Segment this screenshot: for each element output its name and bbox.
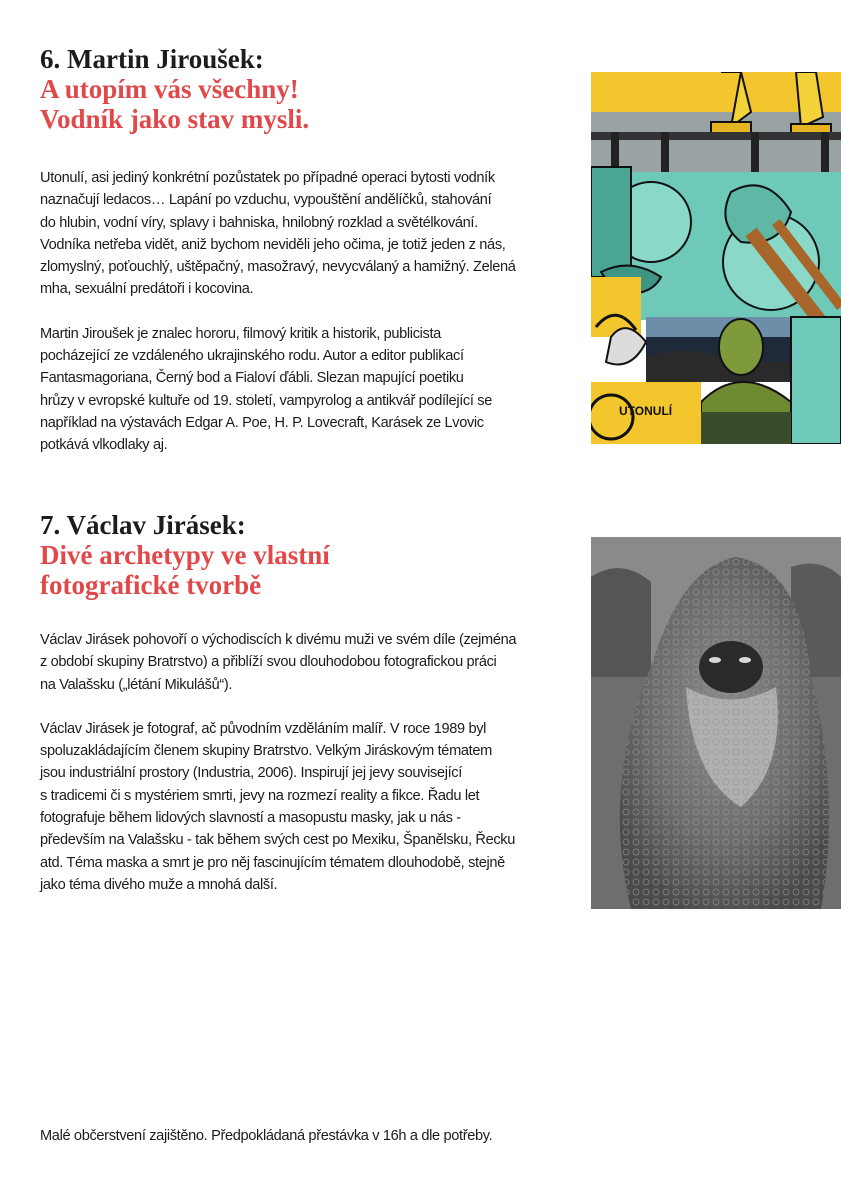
wild-man-photo [591, 537, 841, 909]
text-line: potkává vlkodlaky aj. [40, 437, 168, 454]
section-martin-jirousek [40, 44, 560, 457]
text-line: z období skupiny Bratrstvo) a přiblíží svou dlouhodobou fotografickou práci [40, 654, 497, 671]
speaker-heading: 6. Martin Jiroušek: [40, 44, 264, 74]
text-line: Martin Jiroušek je znalec hororu, filmový kritik a historik, publicista [40, 325, 441, 342]
speaker-bio [40, 323, 560, 457]
text-line: spoluzakládajícím členem skupiny Bratrstvo. Velkým Jiráskovým tématem [40, 743, 492, 760]
text-line: s tradicemi či s mystériem smrti, jevy na rozmezí reality a fikce. Řadu let [40, 787, 480, 804]
text-line: fotografuje během lidových slavností a masopustu masky, jak u nás - [40, 810, 461, 827]
text-line: především na Valašsku - tak během svých cest po Mexiku, Španělsku, Řecku [40, 832, 515, 849]
talk-title-line: Divé archetypy ve vlastní [40, 540, 330, 570]
talk-title [40, 540, 560, 600]
text-line: Václav Jirásek pohovoří o východiscích k divému muži ve svém díle (zejména [40, 632, 517, 648]
comic-illustration [591, 72, 841, 444]
talk-description [40, 629, 560, 696]
talk-title-line: A utopím vás všechny! [40, 74, 299, 104]
text-line: atd. Téma maska a smrt je pro něj fascinujícím tématem dlouhodobě, stejně [40, 854, 505, 871]
talk-title-line: Vodník jako stav mysli. [40, 104, 310, 134]
speaker-bio [40, 718, 560, 896]
text-line: jako téma divého muže a mnohá další. [40, 876, 278, 893]
text-line: zlomyslný, poťouchlý, uštěpačný, masožravý, nevycválaný a hamižný. Zelená [40, 259, 516, 276]
text-line: do hlubin, vodní víry, splavy i bahniska, hnilobný rozklad a světélkování. [40, 214, 478, 231]
text-line: mha, sexuální predátoři i kocovina. [40, 281, 254, 298]
talk-description [40, 167, 560, 301]
comic-sign-text: UTONULÍ [619, 404, 673, 418]
speaker-heading: 7. Václav Jirásek: [40, 510, 246, 540]
text-line: Václav Jirásek je fotograf, ač původním vzděláním malíř. V roce 1989 byl [40, 720, 487, 737]
text-line: hrůzy v evropské kultuře od 19. století, vampyrolog a antikvář podílející se [40, 392, 492, 409]
text-line: na Valašsku („létání Mikulášů“). [40, 676, 233, 693]
talk-title [40, 74, 560, 134]
text-line: naznačují ledacos… Lapání po vzduchu, vypouštění andělíčků, stahování [40, 192, 492, 209]
text-line: Vodníka netřeba vidět, aniž bychom neviděli jeho očima, je totiž jeden z nás, [40, 236, 506, 253]
talk-title-line: fotografické tvorbě [40, 570, 262, 600]
text-line: jsou industriální prostory (Industria, 2006). Inspirují jej jevy související [40, 765, 462, 782]
section-vaclav-jirasek [40, 510, 560, 896]
footer-note: Malé občerstvení zajištěno. Předpokládaná přestávka v 16h a dle potřeby. [40, 1128, 493, 1144]
text-line: Utonulí, asi jediný konkrétní pozůstatek po případné operaci bytosti vodník [40, 170, 495, 186]
text-line: pocházející ze vzdáleného ukrajinského rodu. Autor a editor publikací [40, 348, 464, 365]
text-line: například na výstavách Edgar A. Poe, H. P. Lovecraft, Karásek ze Lvovic [40, 414, 484, 431]
text-line: Fantasmagoriana, Černý bod a Fialoví ďábli. Slezan mapující poetiku [40, 370, 464, 387]
